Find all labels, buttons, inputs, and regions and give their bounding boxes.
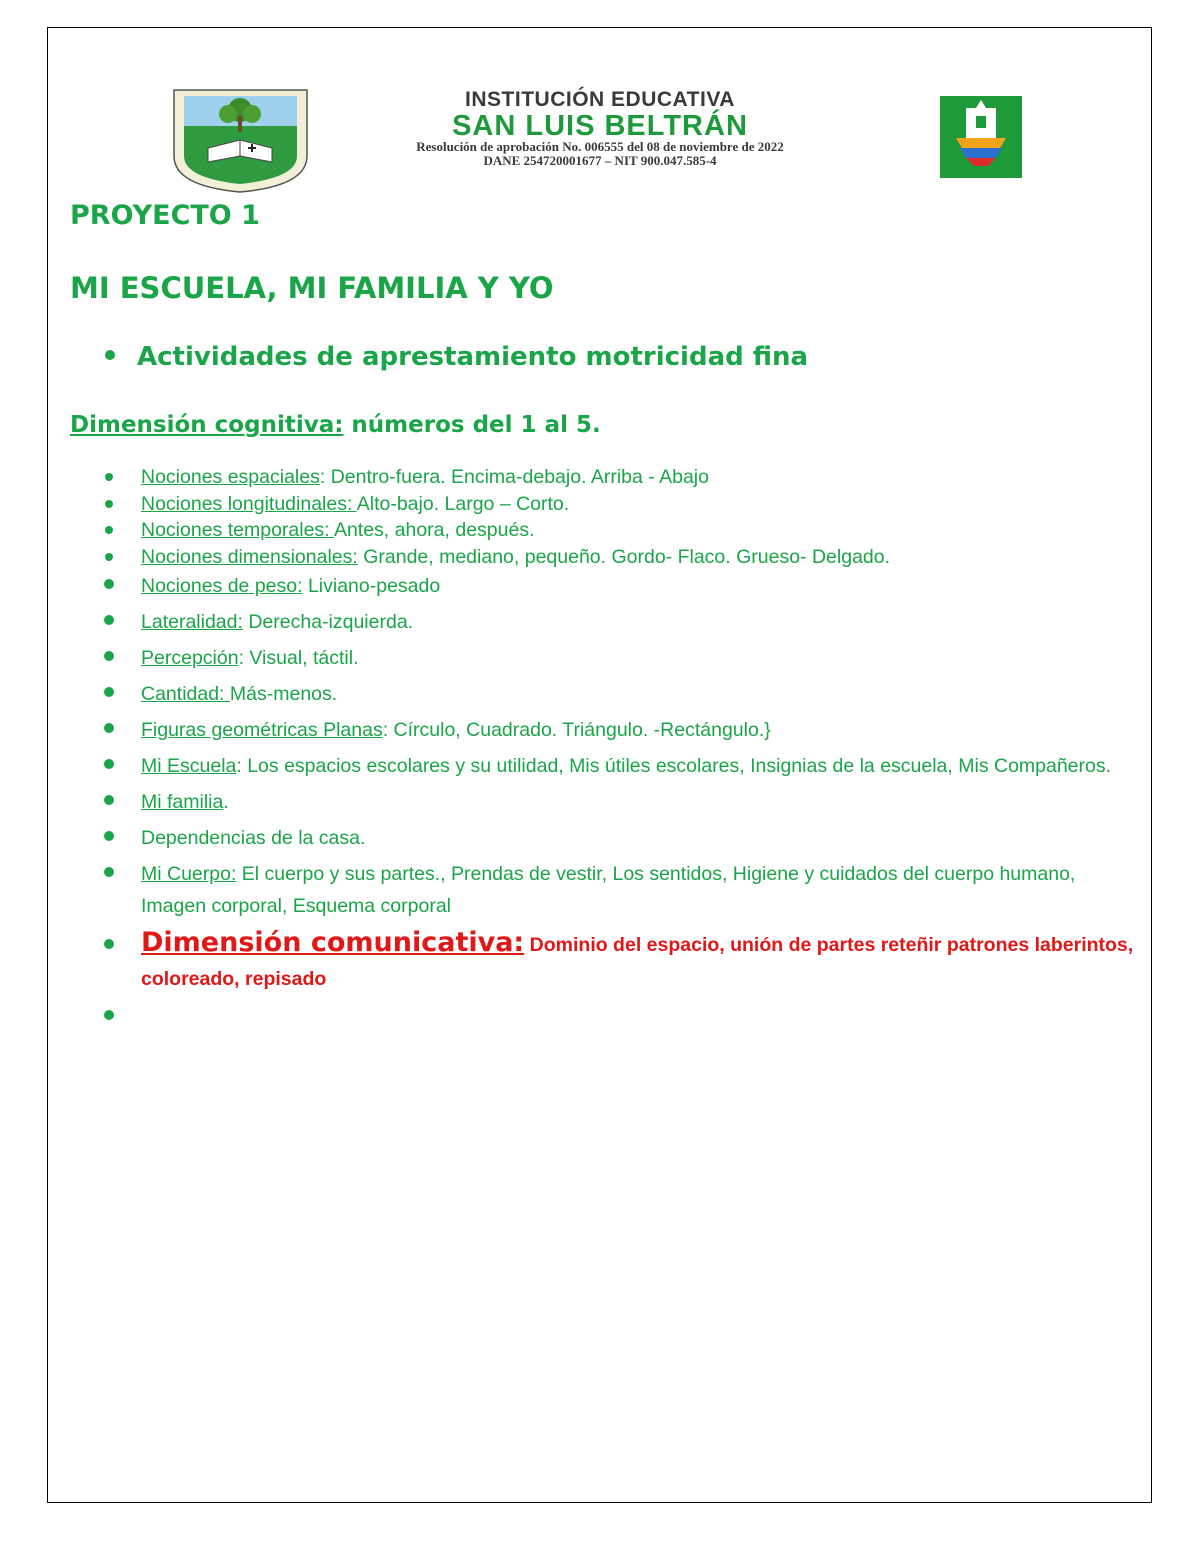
item-label: Cantidad: xyxy=(141,683,230,705)
item-label: Figuras geométricas Planas xyxy=(141,719,383,741)
item-text: Dependencias de la casa. xyxy=(141,827,366,849)
cognitive-dimension-text: números del 1 al 5. xyxy=(343,412,601,438)
bullet-icon xyxy=(105,500,113,508)
list-item xyxy=(100,714,1140,746)
item-text: Alto-bajo. Largo – Corto. xyxy=(356,492,570,515)
list-item xyxy=(100,491,1140,518)
item-label: Percepción xyxy=(141,647,239,669)
list-item xyxy=(100,464,1140,491)
bullet-icon xyxy=(104,759,114,769)
list-item xyxy=(100,642,1140,674)
bullet-icon xyxy=(104,651,114,661)
communicative-dimension-label: Dimensión comunicativa: xyxy=(141,927,525,958)
resolution-text: Resolución de aprobación No. 006555 del 08 de noviembre de 2022 xyxy=(416,139,784,154)
item-text: Dentro-fuera. Encima-debajo. Arriba - Abajo xyxy=(325,466,709,488)
dane-nit-text: DANE 254720001677 – NIT 900.047.585-4 xyxy=(483,153,717,168)
bullet-icon xyxy=(104,615,114,625)
list-item xyxy=(100,822,1140,854)
municipality-crest-logo xyxy=(930,86,1032,188)
item-label: Mi familia xyxy=(141,791,224,813)
list-item xyxy=(100,858,1140,922)
bullet-icon xyxy=(104,723,114,733)
bullet-icon xyxy=(104,939,114,949)
project-title: MI ESCUELA, MI FAMILIA Y YO xyxy=(70,271,554,305)
item-label: Lateralidad: xyxy=(141,611,243,633)
bullet-icon xyxy=(105,526,113,534)
bullet-icon xyxy=(104,867,114,877)
item-label: Mi Escuela xyxy=(141,755,237,777)
list-item xyxy=(100,786,1140,818)
topics-list xyxy=(100,464,1140,1030)
list-item xyxy=(100,544,1140,571)
activities-text: Actividades de aprestamiento motricidad fina xyxy=(137,342,809,372)
cognitive-dimension-label: Dimensión cognitiva: xyxy=(70,412,344,438)
institution-type: INSTITUCIÓN EDUCATIVA xyxy=(465,88,735,111)
item-label: Mi Cuerpo: xyxy=(141,863,237,885)
item-text: . xyxy=(223,791,229,813)
list-item xyxy=(100,570,1140,602)
list-item xyxy=(100,517,1140,544)
item-label: Nociones longitudinales: xyxy=(141,492,357,515)
institution-name: SAN LUIS BELTRÁN xyxy=(452,110,748,142)
list-item-empty xyxy=(100,996,1140,1030)
bullet-icon xyxy=(105,473,113,481)
item-separator: : xyxy=(319,466,326,488)
bullet-icon xyxy=(104,687,114,697)
school-crest-logo xyxy=(168,86,313,194)
list-item xyxy=(100,750,1140,782)
item-text: : Círculo, Cuadrado. Triángulo. -Rectángulo.} xyxy=(382,719,771,741)
bullet-icon xyxy=(104,579,114,589)
communicative-dimension-text: Dominio del espacio, unión de partes reteñir patrones laberintos, coloreado, repisado xyxy=(141,934,1134,990)
bullet-icon xyxy=(104,831,114,841)
bullet-icon xyxy=(105,350,115,360)
bullet-icon xyxy=(104,1010,114,1020)
institution-header xyxy=(360,88,840,168)
item-label: Nociones espaciales xyxy=(141,466,320,488)
item-label: Nociones dimensionales: xyxy=(141,545,358,568)
list-item xyxy=(100,678,1140,710)
item-text: Antes, ahora, después. xyxy=(333,519,535,541)
item-text: El cuerpo y sus partes., Prendas de vestir, Los sentidos, Higiene y cuidados del cuerpo humano, Imagen corporal, Esquema corporal xyxy=(141,863,1076,917)
project-number: PROYECTO 1 xyxy=(70,200,260,231)
activities-heading xyxy=(105,342,808,372)
item-text: : Los espacios escolares y su utilidad, Mis útiles escolares, Insignias de la escuela, Mis Compañeros. xyxy=(236,755,1112,777)
item-text: Derecha-izquierda. xyxy=(242,611,414,633)
cognitive-dimension-heading xyxy=(70,412,601,438)
item-text: Liviano-pesado xyxy=(302,575,441,597)
list-item xyxy=(100,606,1140,638)
item-label: Nociones temporales: xyxy=(141,519,334,541)
item-text: : Visual, táctil. xyxy=(238,647,359,669)
item-text: Grande, mediano, pequeño. Gordo- Flaco. Grueso- Delgado. xyxy=(357,545,891,568)
item-text: Más-menos. xyxy=(229,683,338,705)
bullet-icon xyxy=(104,795,114,805)
list-item-communicative xyxy=(100,926,1140,996)
bullet-icon xyxy=(105,553,113,561)
item-label: Nociones de peso: xyxy=(141,575,303,597)
